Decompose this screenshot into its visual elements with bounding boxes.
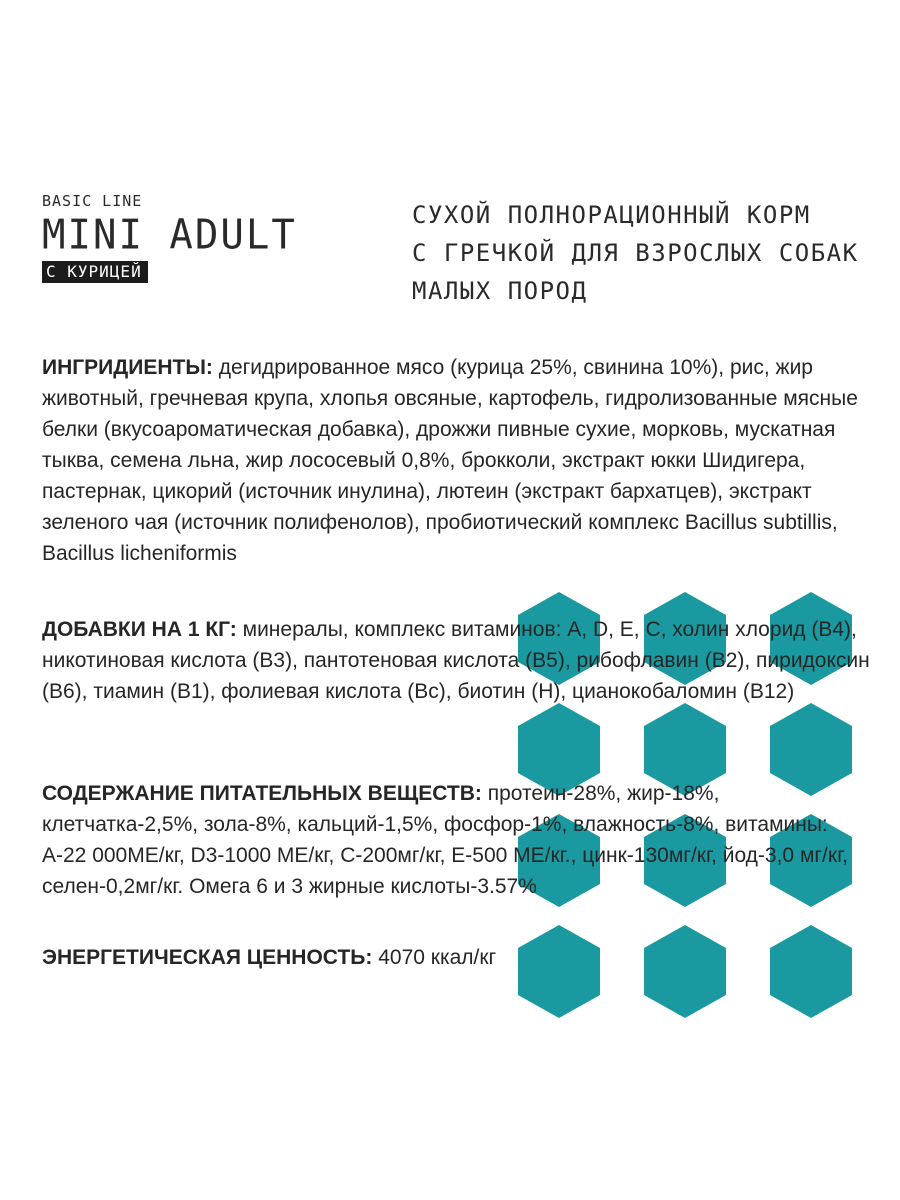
ingredients-label: ИНГРИДИЕНТЫ: [42,356,213,379]
description-line: МАЛЫХ ПОРОД [412,277,588,305]
additives-section [42,614,872,707]
product-description [412,196,882,310]
product-line-name: BASIC LINE [42,192,143,210]
energy-text: 4070 ккал/кг [372,946,497,969]
additives-label: ДОБАВКИ НА 1 КГ: [42,618,237,641]
nutrients-section [42,778,872,902]
energy-section [42,942,872,973]
additives-text: минералы, комплекс витаминов: А, D, Е, С, холин хлорид (В4), никотиновая кислота (В3), пантотеновая кислота (В5), рибофлавин (В2), пиридоксин (В6), тиамин (В1), фолиевая кислота (Вс), биотин (Н), цианокобаломин (В12) [42,618,870,703]
ingredients-text: дегидрированное мясо (курица 25%, свинина 10%), рис, жир животный, гречневая крупа, хлопья овсяные, картофель, гидролизованные мясные белки (вкусоароматическая добавка), дрожжи пивные сухие, морковь, мускатная тыква, семена льна, жир лососевый 0,8%, брокколи, экстракт юкки Шидигера, пастернак, цикорий (источник инулина), лютеин (экстракт бархатцев), экстракт зеленого чая (источник полифенолов), пробиотический комплекс Bacillus subtillis, Bacillus licheniformis [42,356,858,565]
nutrients-label: СОДЕРЖАНИЕ ПИТАТЕЛЬНЫХ ВЕЩЕСТВ: [42,782,482,805]
description-line: С ГРЕЧКОЙ ДЛЯ ВЗРОСЛЫХ СОБАК [412,239,859,267]
description-line: СУХОЙ ПОЛНОРАЦИОННЫЙ КОРМ [412,201,811,229]
ingredients-section [42,352,872,569]
product-name: MINI ADULT [42,211,297,260]
brand-block [42,192,297,283]
nutrients-text: протеин-28%, жир-18%, клетчатка-2,5%, зола-8%, кальций-1,5%, фосфор-1%, влажность-8%, витамины: А-22 000МЕ/кг, D3-1000 МЕ/кг, С-200мг/кг, Е-500 МЕ/кг., цинк-130мг/кг, йод-3,0 мг/кг, селен-0,2мг/кг. Омега 6 и 3 жирные кислоты-3.57% [42,782,848,898]
flavor-badge: С КУРИЦЕЙ [42,261,148,283]
energy-label: ЭНЕРГЕТИЧЕСКАЯ ЦЕННОСТЬ: [42,946,373,969]
